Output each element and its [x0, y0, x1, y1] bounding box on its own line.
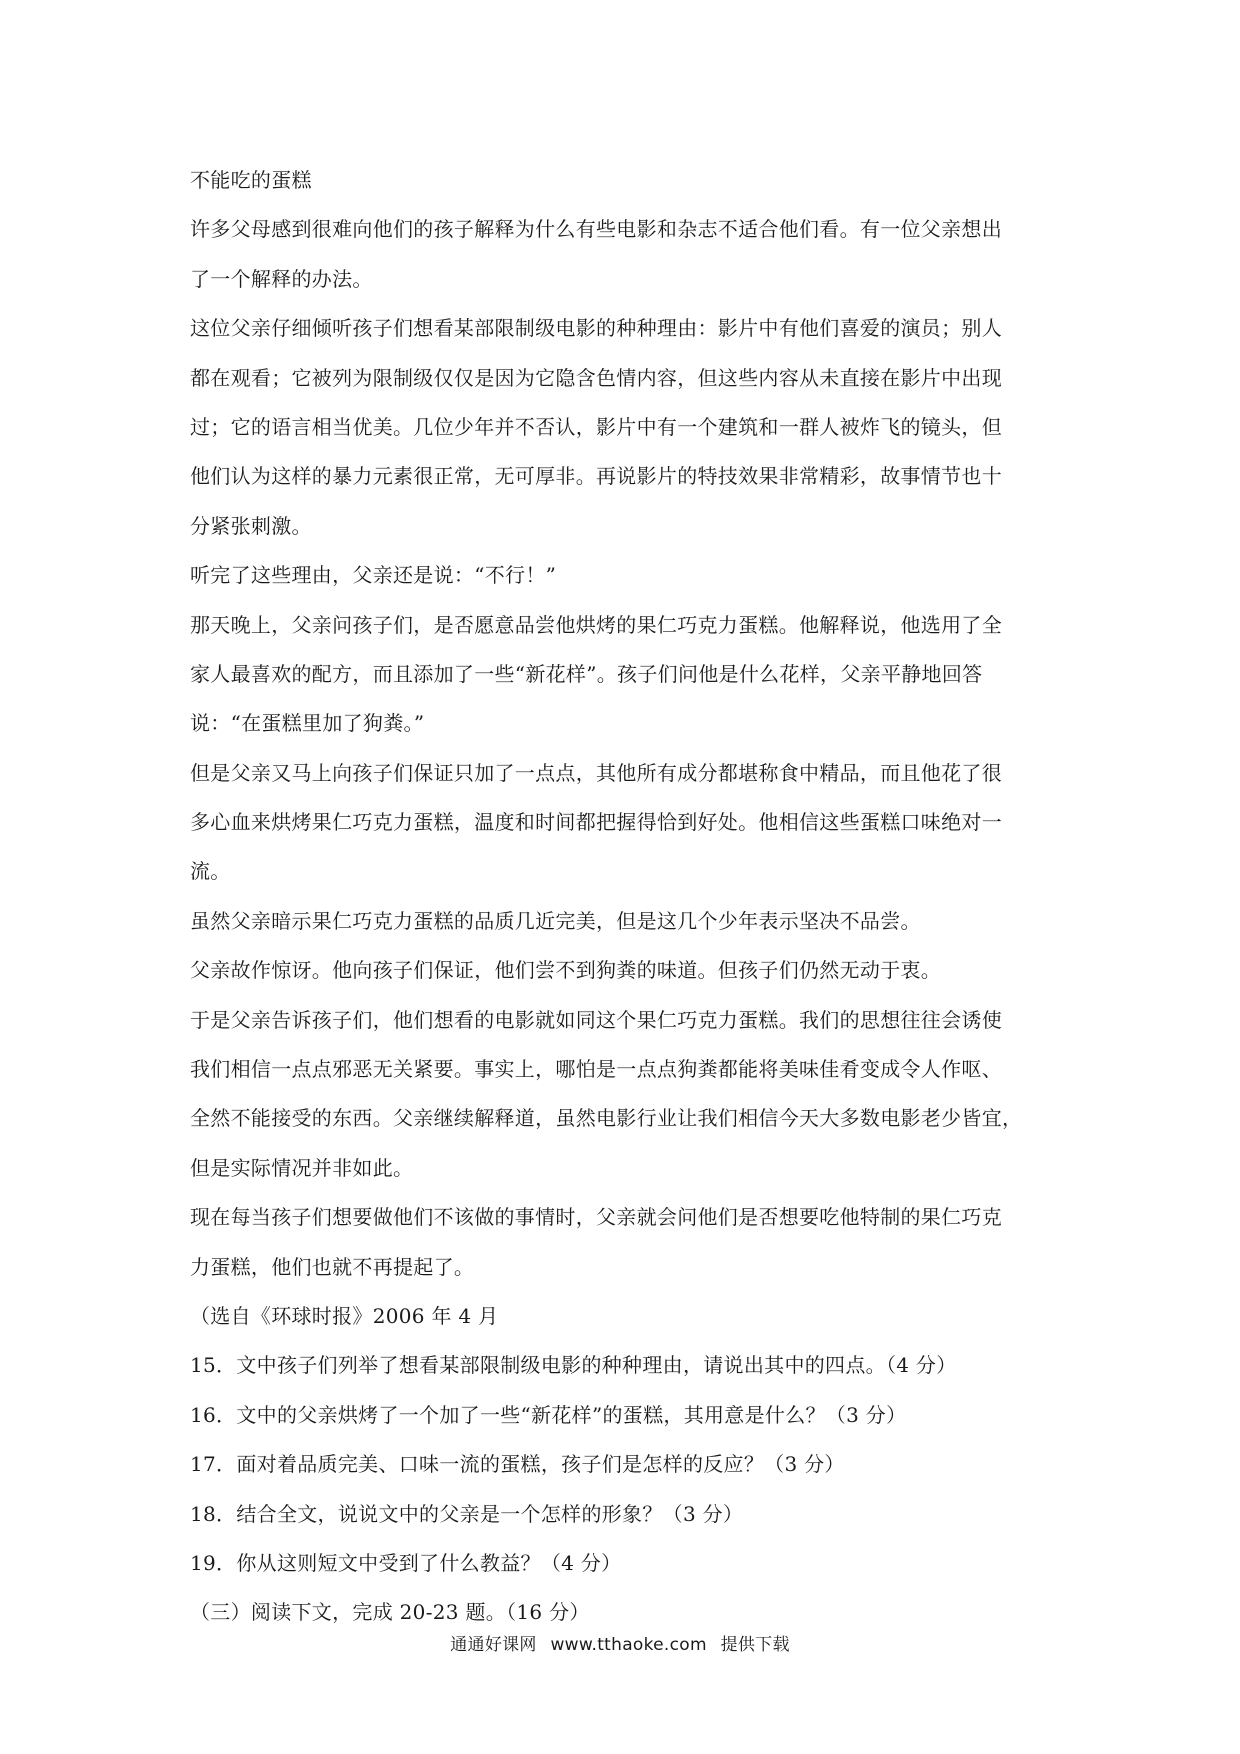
article-line: 分紧张刺激。 — [190, 513, 312, 538]
article-line: 我们相信一点点邪恶无关紧要。事实上，哪怕是一点点狗粪都能将美味佳肴变成令人作呕、 — [190, 1057, 1002, 1082]
article-line: 流。 — [190, 859, 231, 884]
footer-url[interactable]: www.tthaoke.com — [550, 1635, 707, 1655]
article-line: 说：“在蛋糕里加了狗粪。” — [190, 711, 425, 736]
question-18: 18．结合全文，说说文中的父亲是一个怎样的形象？（3 分） — [190, 1501, 744, 1526]
article-title: 不能吃的蛋糕 — [190, 168, 312, 192]
article-line: 多心血来烘烤果仁巧克力蛋糕，温度和时间都把握得恰到好处。他相信这些蛋糕口味绝对一 — [190, 810, 1002, 835]
article-line: 他们认为这样的暴力元素很正常，无可厚非。再说影片的特技效果非常精彩，故事情节也十 — [190, 464, 1002, 489]
article-line: 于是父亲告诉孩子们，他们想看的电影就如同这个果仁巧克力蛋糕。我们的思想往往会诱使 — [190, 1007, 1002, 1032]
article-line: 过；它的语言相当优美。几位少年并不否认，影片中有一个建筑和一群人被炸飞的镜头，但 — [190, 414, 1002, 439]
question-19: 19．你从这则短文中受到了什么教益？（4 分） — [190, 1550, 622, 1575]
article-source: （选自《环球时报》2006 年 4 月 — [190, 1303, 499, 1328]
article-line: 家人最喜欢的配方，而且添加了一些“新花样”。孩子们问他是什么花样，父亲平静地回答 — [190, 661, 983, 686]
question-15: 15．文中孩子们列举了想看某部限制级电影的种种理由，请说出其中的四点。（4 分） — [190, 1353, 957, 1378]
article-line: 都在观看；它被列为限制级仅仅是因为它隐含色情内容，但这些内容从未直接在影片中出现 — [190, 365, 1002, 390]
question-17: 17．面对着品质完美、口味一流的蛋糕，孩子们是怎样的反应？（3 分） — [190, 1452, 845, 1477]
article-line: 虽然父亲暗示果仁巧克力蛋糕的品质几近完美，但是这几个少年表示坚决不品尝。 — [190, 908, 921, 933]
article-line: 听完了这些理由，父亲还是说：“不行！” — [190, 563, 557, 588]
article-line: 力蛋糕，他们也就不再提起了。 — [190, 1254, 475, 1279]
footer-note: 提供下载 — [720, 1635, 790, 1655]
next-section-heading: （三）阅读下文，完成 20-23 题。（16 分） — [190, 1600, 590, 1625]
article-line: 这位父亲仔细倾听孩子们想看某部限制级电影的种种理由：影片中有他们喜爱的演员；别人 — [190, 316, 1002, 341]
question-16: 16．文中的父亲烘烤了一个加了一些“新花样”的蛋糕，其用意是什么？（3 分） — [190, 1402, 907, 1427]
article-line: 但是实际情况并非如此。 — [190, 1155, 414, 1180]
article-line: 但是父亲又马上向孩子们保证只加了一点点，其他所有成分都堪称食中精品，而且他花了很 — [190, 760, 1002, 785]
article-line: 了一个解释的办法。 — [190, 266, 373, 291]
article-line: 现在每当孩子们想要做他们不该做的事情时，父亲就会问他们是否想要吃他特制的果仁巧克 — [190, 1205, 1002, 1230]
article-line: 父亲故作惊讶。他向孩子们保证，他们尝不到狗粪的味道。但孩子们仍然无动于衷。 — [190, 958, 942, 983]
page-footer — [0, 1630, 1240, 1655]
article-line: 那天晚上，父亲问孩子们，是否愿意品尝他烘烤的果仁巧克力蛋糕。他解释说，他选用了全 — [190, 612, 1002, 637]
article-line: 全然不能接受的东西。父亲继续解释道，虽然电影行业让我们相信今天大多数电影老少皆宜， — [190, 1106, 1023, 1131]
article-line: 许多父母感到很难向他们的孩子解释为什么有些电影和杂志不适合他们看。有一位父亲想出 — [190, 217, 1002, 242]
footer-site-name: 通通好课网 — [450, 1635, 537, 1655]
document-body — [190, 156, 1060, 1638]
